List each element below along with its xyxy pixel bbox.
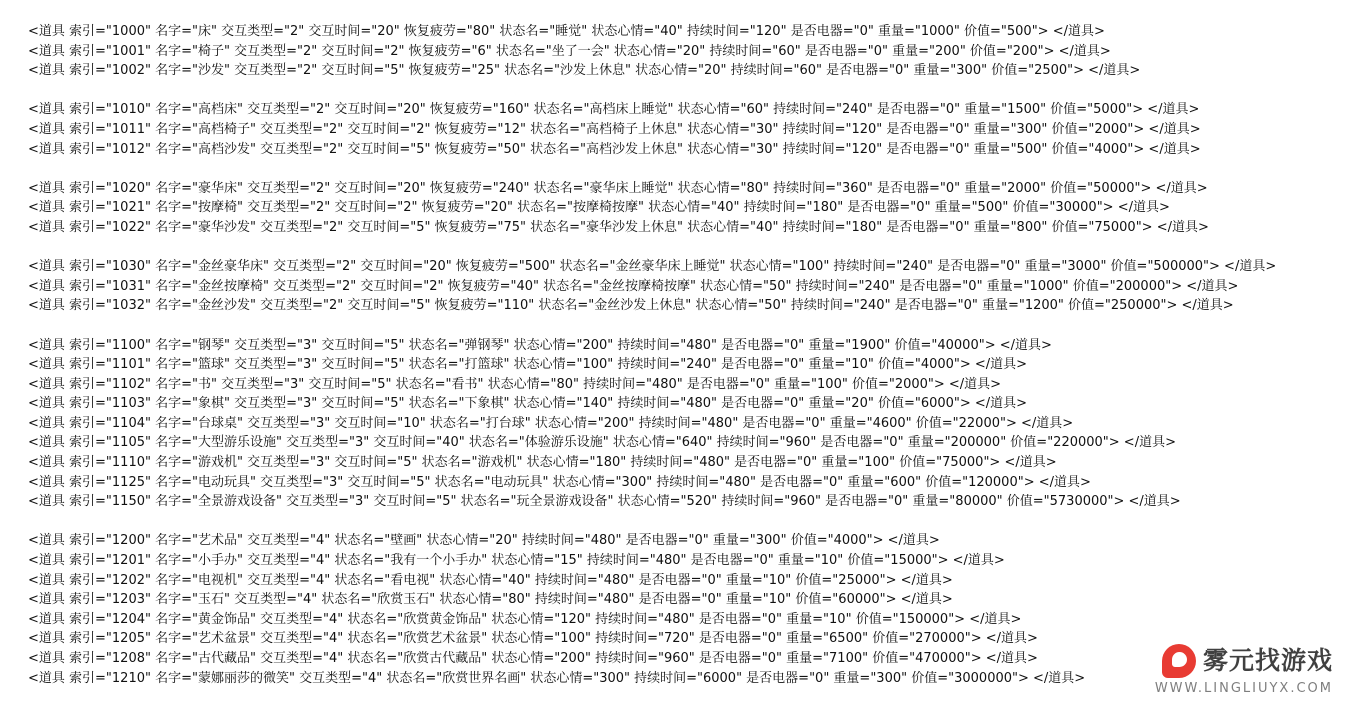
config-line: <道具 索引="1125" 名字="电动玩具" 交互类型="3" 交互时间="5" 状态名="电动玩具" 状态心情="300" 持续时间="480" 是否电器="0" 重量="600" 价值="120000"> </道具> — [28, 474, 1091, 490]
config-line: <道具 索引="1205" 名字="艺术盆景" 交互类型="4" 状态名="欣赏艺术盆景" 状态心情="100" 持续时间="720" 是否电器="0" 重量="6500" 价值="270000"> </道具> — [28, 631, 1038, 647]
config-line: <道具 索引="1208" 名字="古代藏品" 交互类型="4" 状态名="欣赏古代藏品" 状态心情="200" 持续时间="960" 是否电器="0" 重量="7100" 价值="470000"> </道具> — [28, 651, 1038, 666]
config-line: <道具 索引="1002" 名字="沙发" 交互类型="2" 交互时间="5" 恢复疲劳="25" 状态名="沙发上休息" 状态心情="20" 持续时间="60" 是否电器="0" 重量="300" 价值="2500"> </道具> — [28, 63, 1141, 79]
blank-line — [28, 81, 1347, 101]
config-line: <道具 索引="1200" 名字="艺术品" 交互类型="4" 状态名="壁画" 状态心情="20" 持续时间="480" 是否电器="0" 重量="300" 价值="4000"> </道具> — [28, 533, 940, 549]
config-line: <道具 索引="1000" 名字="床" 交互类型="2" 交互时间="20" 恢复疲劳="80" 状态名="睡觉" 状态心情="40" 持续时间="120" 是否电器="0" 重量="1000" 价值="500"> </道具> — [28, 24, 1105, 39]
config-line: <道具 索引="1204" 名字="黄金饰品" 交互类型="4" 状态名="欣赏黄金饰品" 状态心情="120" 持续时间="480" 是否电器="0" 重量="10" 价值="150000"> </道具> — [28, 611, 1022, 627]
config-line: <道具 索引="1011" 名字="高档椅子" 交互类型="2" 交互时间="2" 恢复疲劳="12" 状态名="高档椅子上休息" 状态心情="30" 持续时间="120" 是否电器="0" 重量="300" 价值="2000"> </道具> — [28, 121, 1201, 137]
config-line: <道具 索引="1100" 名字="钢琴" 交互类型="3" 交互时间="5" 状态名="弹钢琴" 状态心情="200" 持续时间="480" 是否电器="0" 重量="1900" 价值="40000"> </道具> — [28, 337, 1052, 353]
config-line: <道具 索引="1032" 名字="金丝沙发" 交互类型="2" 交互时间="5" 恢复疲劳="110" 状态名="金丝沙发上休息" 状态心情="50" 持续时间="240" 是否电器="0" 重量="1200" 价值="250000"> </道具> — [28, 298, 1234, 314]
config-line: <道具 索引="1104" 名字="台球桌" 交互类型="3" 交互时间="10" 状态名="打台球" 状态心情="200" 持续时间="480" 是否电器="0" 重量="4600" 价值="22000"> </道具> — [28, 415, 1074, 431]
config-line: <道具 索引="1105" 名字="大型游乐设施" 交互类型="3" 交互时间="40" 状态名="体验游乐设施" 状态心情="640" 持续时间="960" 是否电器="0" 重量="200000" 价值="220000"> </道具> — [28, 435, 1176, 451]
config-line: <道具 索引="1010" 名字="高档床" 交互类型="2" 交互时间="20" 恢复疲劳="160" 状态名="高档床上睡觉" 状态心情="60" 持续时间="240" 是否电器="0" 重量="1500" 价值="5000"> </道具> — [28, 102, 1200, 118]
config-line: <道具 索引="1012" 名字="高档沙发" 交互类型="2" 交互时间="5" 恢复疲劳="50" 状态名="高档沙发上休息" 状态心情="30" 持续时间="120" 是否电器="0" 重量="500" 价值="4000"> </道具> — [28, 141, 1201, 157]
config-line: <道具 索引="1210" 名字="蒙娜丽莎的微笑" 交互类型="4" 状态名="欣赏世界名画" 状态心情="300" 持续时间="6000" 是否电器="0" 重量="300" 价值="3000000"> </道具> — [28, 670, 1086, 686]
blank-line — [28, 159, 1347, 179]
xml-config-text — [28, 22, 1347, 688]
config-line: <道具 索引="1022" 名字="豪华沙发" 交互类型="2" 交互时间="5" 恢复疲劳="75" 状态名="豪华沙发上休息" 状态心情="40" 持续时间="180" 是否电器="0" 重量="800" 价值="75000"> </道具> — [28, 219, 1209, 235]
config-line: <道具 索引="1030" 名字="金丝豪华床" 交互类型="2" 交互时间="20" 恢复疲劳="500" 状态名="金丝豪华床上睡觉" 状态心情="100" 持续时间="240" 是否电器="0" 重量="3000" 价值="500000"> </道具> — [28, 259, 1277, 275]
config-line: <道具 索引="1020" 名字="豪华床" 交互类型="2" 交互时间="20" 恢复疲劳="240" 状态名="豪华床上睡觉" 状态心情="80" 持续时间="360" 是否电器="0" 重量="2000" 价值="50000"> </道具> — [28, 180, 1208, 196]
config-line: <道具 索引="1150" 名字="全景游戏设备" 交互类型="3" 交互时间="5" 状态名="玩全景游戏设备" 状态心情="520" 持续时间="960" 是否电器="0" 重量="80000" 价值="5730000"> </道具> — [28, 494, 1181, 510]
blank-line — [28, 238, 1347, 258]
config-line: <道具 索引="1031" 名字="金丝按摩椅" 交互类型="2" 交互时间="2" 恢复疲劳="40" 状态名="金丝按摩椅按摩" 状态心情="50" 持续时间="240" 是否电器="0" 重量="1000" 价值="200000"> </道具> — [28, 278, 1239, 294]
config-line: <道具 索引="1201" 名字="小手办" 交互类型="4" 状态名="我有一个小手办" 状态心情="15" 持续时间="480" 是否电器="0" 重量="10" 价值="15000"> </道具> — [28, 553, 1005, 569]
blank-line — [28, 512, 1347, 532]
blank-line — [28, 316, 1347, 336]
config-line: <道具 索引="1021" 名字="按摩椅" 交互类型="2" 交互时间="2" 恢复疲劳="20" 状态名="按摩椅按摩" 状态心情="40" 持续时间="180" 是否电器="0" 重量="500" 价值="30000"> </道具> — [28, 200, 1170, 216]
config-line: <道具 索引="1110" 名字="游戏机" 交互类型="3" 交互时间="5" 状态名="游戏机" 状态心情="180" 持续时间="480" 是否电器="0" 重量="100" 价值="75000"> </道具> — [28, 455, 1057, 471]
config-line: <道具 索引="1102" 名字="书" 交互类型="3" 交互时间="5" 状态名="看书" 状态心情="80" 持续时间="480" 是否电器="0" 重量="100" 价值="2000"> </道具> — [28, 376, 1002, 392]
config-line: <道具 索引="1202" 名字="电视机" 交互类型="4" 状态名="看电视" 状态心情="40" 持续时间="480" 是否电器="0" 重量="10" 价值="25000"> </道具> — [28, 572, 953, 588]
watermark-brand-text: 雾元找游戏 — [1202, 646, 1333, 675]
watermark-url: WWW.LINGLIUYX.COM — [1154, 681, 1333, 696]
config-line: <道具 索引="1101" 名字="篮球" 交互类型="3" 交互时间="5" 状态名="打篮球" 状态心情="100" 持续时间="240" 是否电器="0" 重量="10" 价值="4000"> </道具> — [28, 357, 1028, 373]
config-line: <道具 索引="1203" 名字="玉石" 交互类型="4" 状态名="欣赏玉石" 状态心情="80" 持续时间="480" 是否电器="0" 重量="10" 价值="60000"> </道具> — [28, 592, 953, 608]
config-line: <道具 索引="1103" 名字="象棋" 交互类型="3" 交互时间="5" 状态名="下象棋" 状态心情="140" 持续时间="480" 是否电器="0" 重量="20" 价值="6000"> </道具> — [28, 396, 1028, 412]
config-line: <道具 索引="1001" 名字="椅子" 交互类型="2" 交互时间="2" 恢复疲劳="6" 状态名="坐了一会" 状态心情="20" 持续时间="60" 是否电器="0" 重量="200" 价值="200"> </道具> — [28, 43, 1111, 59]
